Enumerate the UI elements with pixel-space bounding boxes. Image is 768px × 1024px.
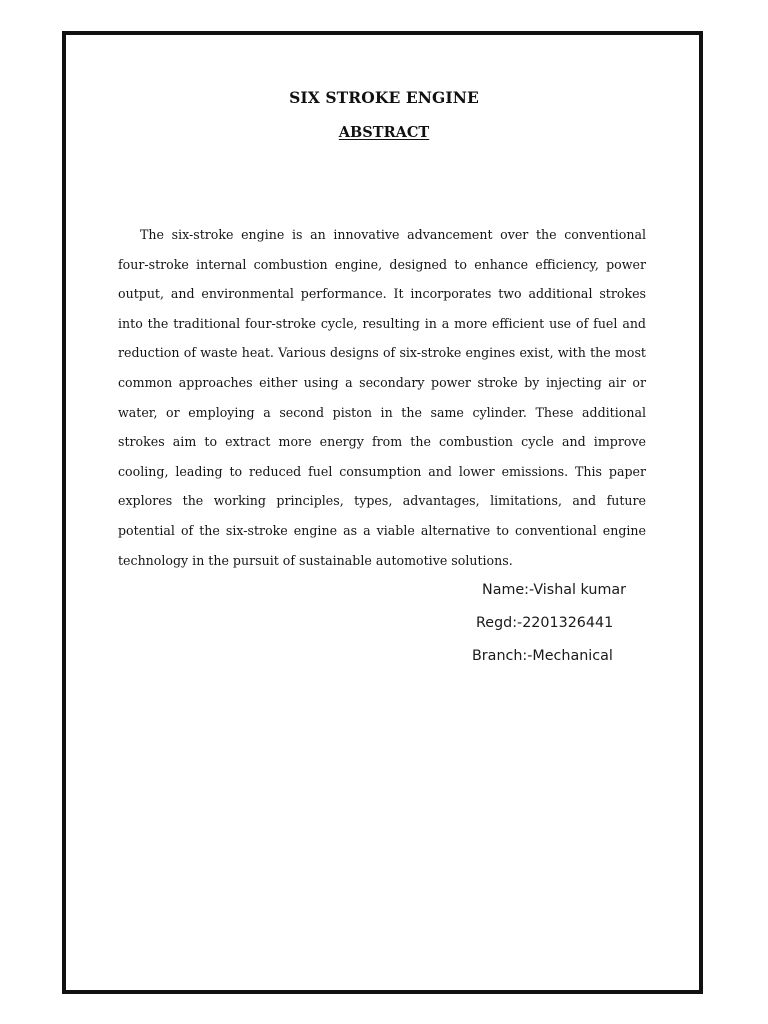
- abstract-paragraph: The six-stroke engine is an innovative advancement over the conventional four-stroke internal combustion engine, designed to enhance efficiency, power output, and environmental performance. It incorporates two additional strokes into the traditional four-stroke cycle, resulting in a more efficient use of fuel and reduction of waste heat. Various designs of six-stroke engines exist, with the most common approaches either using a secondary power stroke by injecting air or water, or employing a second piston in the same cylinder. These additional strokes aim to extract more energy from the combustion cycle and improve cooling, leading to reduced fuel consumption and lower emissions. This paper explores the working principles, types, advantages, limitations, and future potential of the six-stroke engine as a viable alternative to conventional engine technology in the pursuit of sustainable automotive solutions.: [118, 227, 646, 568]
- document-title: SIX STROKE ENGINE: [289, 88, 479, 107]
- author-name: Name:-Vishal kumar: [482, 582, 627, 598]
- abstract-heading: ABSTRACT: [338, 124, 430, 141]
- registration-number: Regd:-2201326441: [476, 615, 614, 631]
- branch-name: Branch:-Mechanical: [472, 648, 613, 664]
